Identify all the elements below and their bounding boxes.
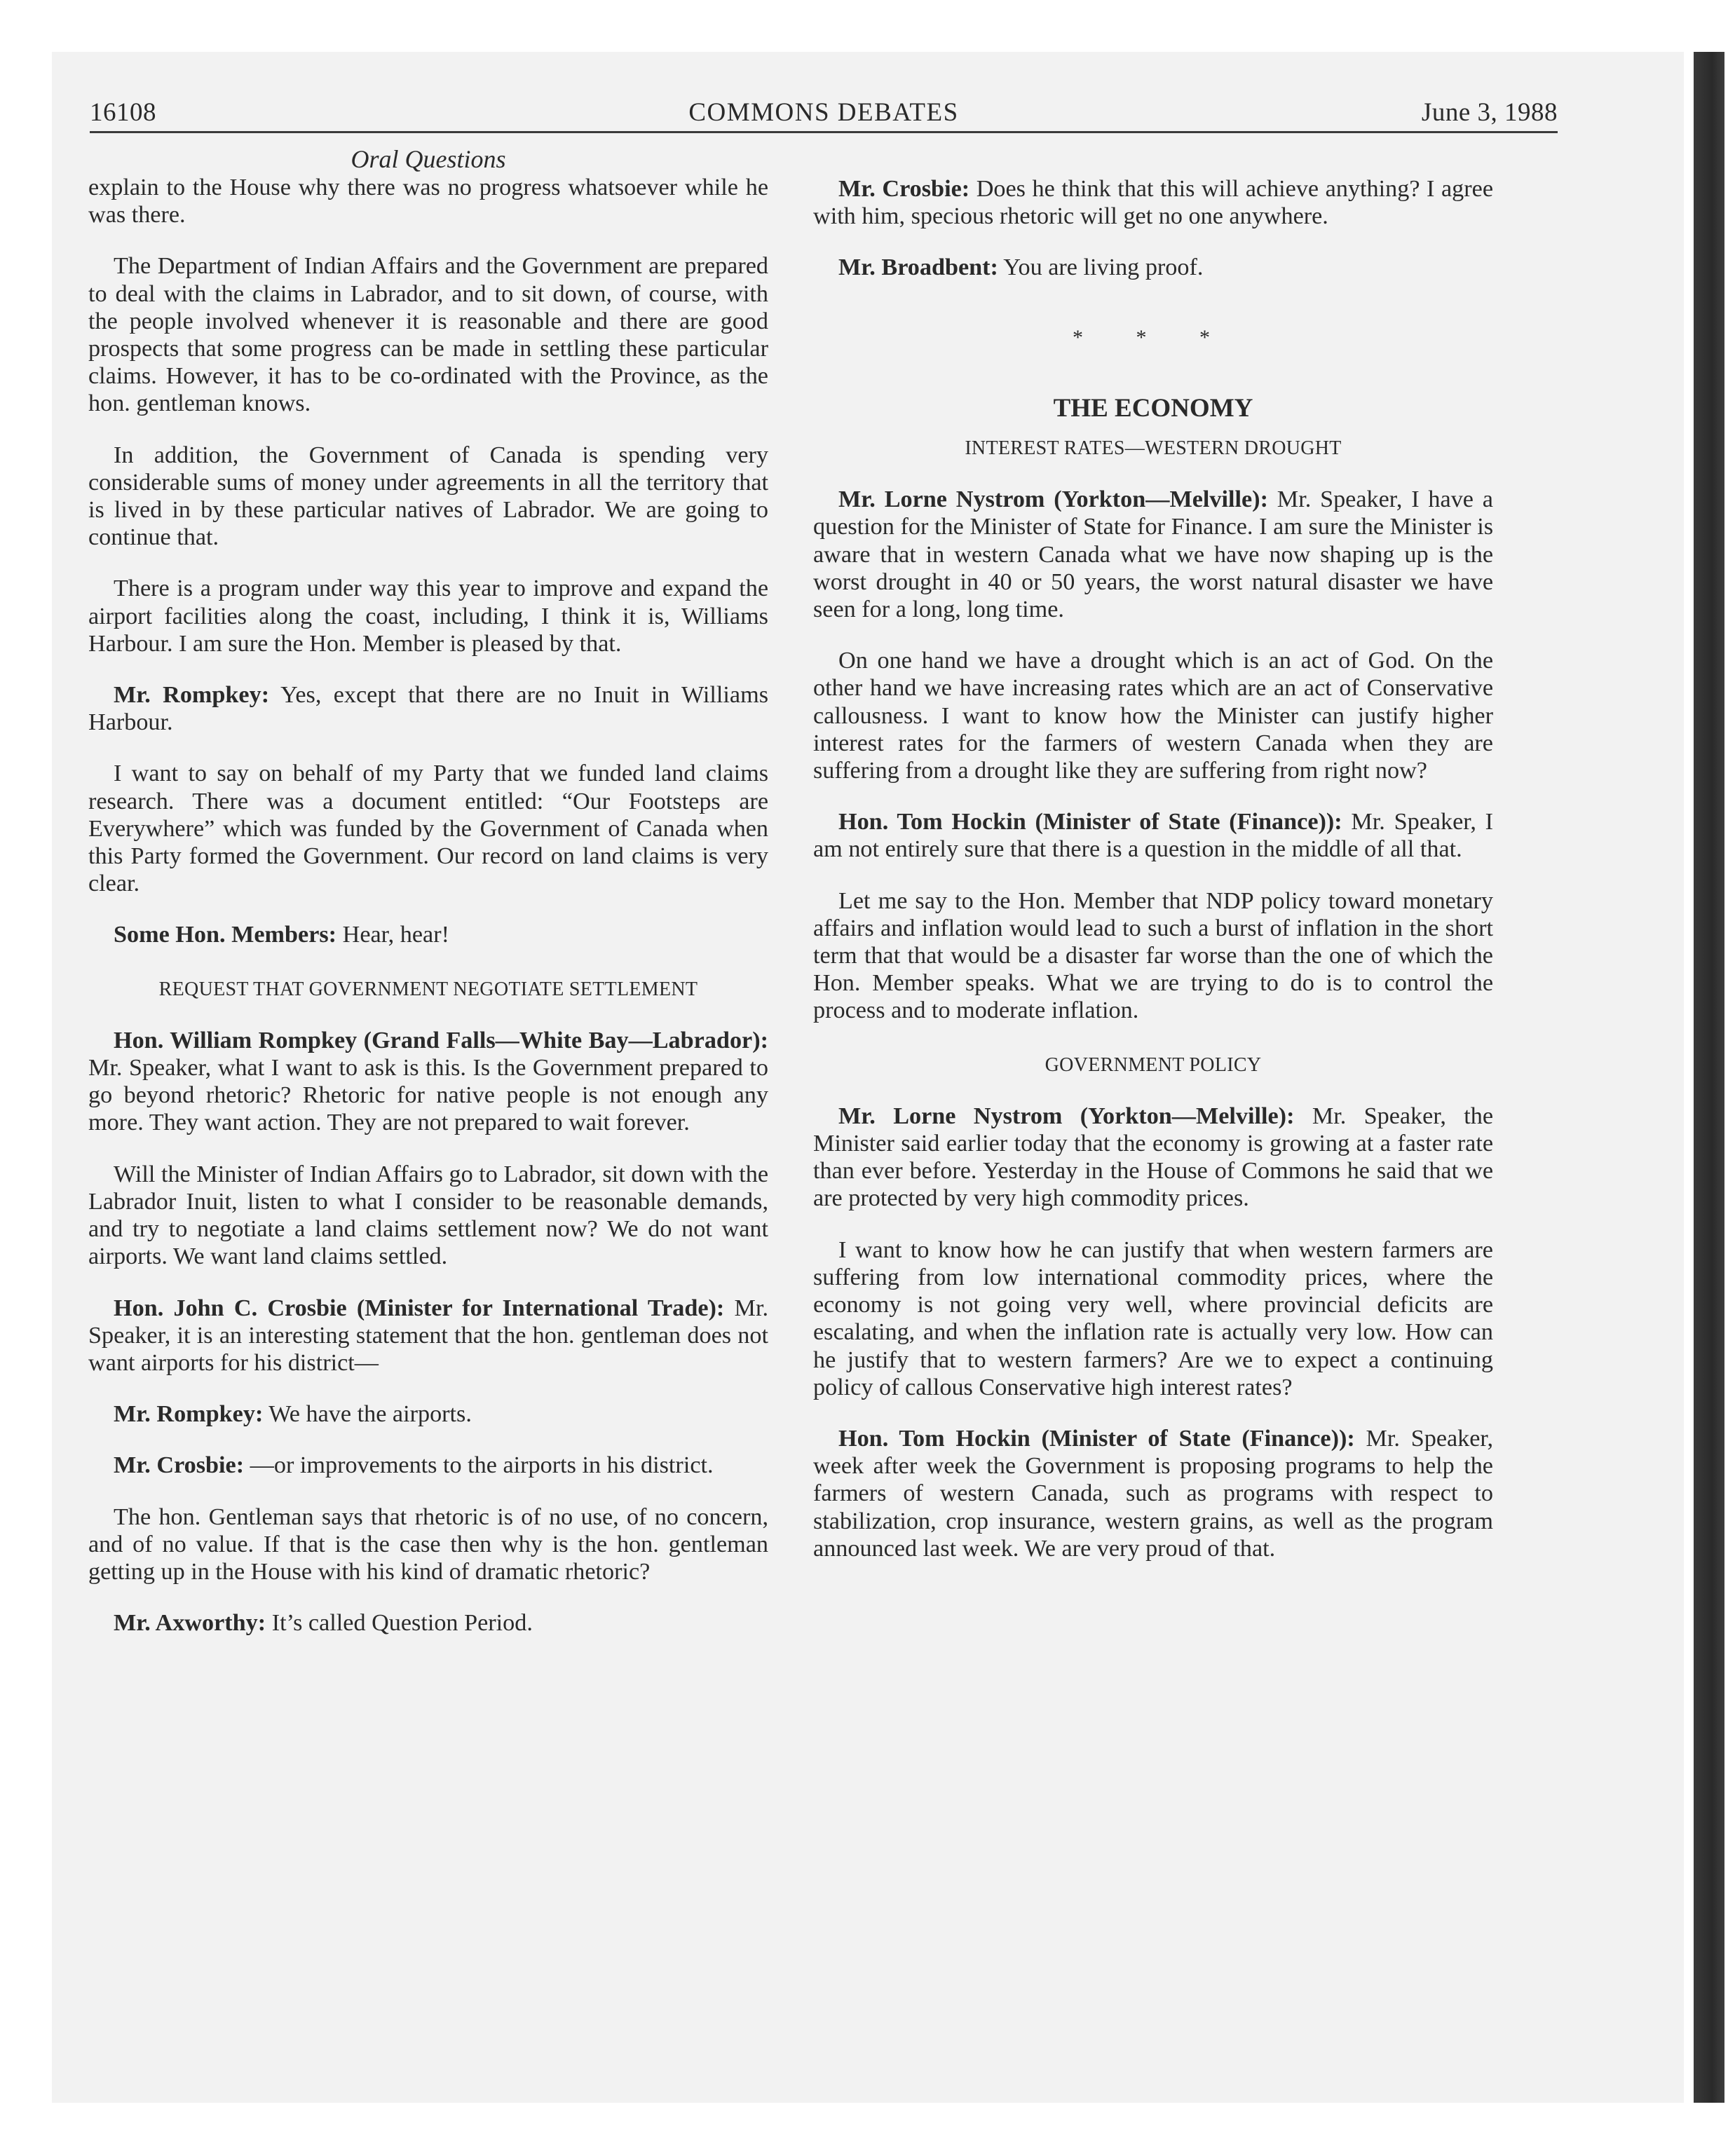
speaker-name: Some Hon. Members: bbox=[114, 922, 337, 948]
speech-text: Yes, except that there are no Inuit in Williams Harbour. bbox=[88, 682, 768, 736]
speech bbox=[88, 1027, 768, 1137]
subheading: GOVERNMENT POLICY bbox=[1045, 1053, 1262, 1076]
subheading: REQUEST THAT GOVERNMENT NEGOTIATE SETTLEMENT bbox=[158, 978, 698, 1000]
speech bbox=[88, 681, 768, 736]
scan-edge-shadow bbox=[1694, 52, 1724, 2103]
speech-text: —or improvements to the airports in his district. bbox=[244, 1452, 714, 1479]
paragraph: On one hand we have a drought which is an act of God. On the other hand we have increasing rates which are an act of Conservative callousness. I want to know how the Minister can justify higher interest rates for the farmers of western Canada when they are suffering from a drought like they are suffering from right now? bbox=[813, 648, 1493, 784]
paragraph: The hon. Gentleman says that rhetoric is of no use, of no concern, and of no value. If that is the case then why is the hon. gentleman getting up in the House with his kind of dramatic rhetoric? bbox=[88, 1503, 768, 1585]
speaker-name: Mr. Rompkey: bbox=[114, 1401, 264, 1428]
publication-date: June 3, 1988 bbox=[1421, 98, 1558, 127]
paragraph: Will the Minister of Indian Affairs go to Labrador, sit down with the Labrador Inuit, listen to what I consider to be reasonable demands, and try to negotiate a land claims settlement now? We do not want airports. We want land claims settled. bbox=[88, 1161, 768, 1270]
speech bbox=[88, 1400, 768, 1428]
right-column bbox=[813, 175, 1493, 1586]
speech bbox=[88, 1452, 768, 1479]
speaker-name: Mr. Lorne Nystrom (Yorkton—Melville): bbox=[838, 1103, 1295, 1129]
speech bbox=[813, 254, 1493, 281]
speech bbox=[813, 1103, 1493, 1213]
speech-text: Does he think that this will achieve anything? I agree with him, specious rhetoric will get no one anywhere. bbox=[813, 176, 1493, 230]
section-label: Oral Questions bbox=[351, 145, 506, 173]
paragraph: The Department of Indian Affairs and the Government are prepared to deal with the claims in Labrador, and to sit down, of course, with the people involved whenever it is reasonable and there are good prospects that some progress can be made in settling these particular claims. However, it has to be co-ordinated with the Province, as the hon. gentleman knows. bbox=[88, 253, 768, 417]
speech bbox=[88, 921, 768, 948]
speech bbox=[813, 1425, 1493, 1562]
paragraph: Let me say to the Hon. Member that NDP policy toward monetary affairs and inflation would lead to such a burst of inflation in the short term that that would be a disaster far worse than the one of which the Hon. Member speaks. What we are trying to do is to control the process and to moderate inflation. bbox=[813, 887, 1493, 1024]
speaker-name: Mr. Rompkey: bbox=[114, 682, 270, 709]
subheading: INTEREST RATES—WESTERN DROUGHT bbox=[965, 437, 1342, 460]
speech-text: It’s called Question Period. bbox=[266, 1610, 533, 1637]
speech-text: Hear, hear! bbox=[336, 922, 449, 948]
section-heading: THE ECONOMY bbox=[1053, 393, 1253, 423]
speaker-name: Mr. Crosbie: bbox=[114, 1452, 245, 1479]
paragraph: I want to say on behalf of my Party that we funded land claims research. There was a document entitled: “Our Footsteps are Everywhere” which was funded by the Government of Canada when this Party formed the Government. Our record on land claims is very clear. bbox=[88, 760, 768, 897]
speaker-name: Mr. Lorne Nystrom (Yorkton—Melville): bbox=[838, 486, 1268, 513]
speech bbox=[813, 175, 1493, 230]
speech bbox=[813, 486, 1493, 623]
page-header bbox=[90, 95, 1558, 133]
speaker-name: Mr. Broadbent: bbox=[838, 254, 998, 281]
speaker-name: Hon. John C. Crosbie (Minister for International Trade): bbox=[114, 1295, 725, 1321]
speech bbox=[813, 808, 1493, 863]
left-column bbox=[88, 174, 768, 1660]
speaker-name: Hon. Tom Hockin (Minister of State (Finance)): bbox=[838, 809, 1342, 835]
speech-text: Mr. Speaker, what I want to ask is this. Is the Government prepared to go beyond rhetoric? Rhetoric for native people is not enough any more. They want action. They are not prepared to wait forever. bbox=[88, 1055, 768, 1136]
speech-text: Mr. Speaker, the Minister said earlier today that the economy is growing at a faster rate than ever before. Yesterday in the House of Commons he said that we are protected by very high commodity prices. bbox=[813, 1103, 1493, 1212]
speech-text: Mr. Speaker, week after week the Government is proposing programs to help the farmers of western Canada, such as programs with respect to stabilization, crop insurance, western grains, as well as the program announced last week. We are very proud of that. bbox=[813, 1425, 1493, 1562]
speaker-name: Mr. Crosbie: bbox=[838, 176, 970, 202]
speech-text: Mr. Speaker, it is an interesting statement that the hon. gentleman does not want airports for his district— bbox=[88, 1295, 768, 1376]
speech-text: Mr. Speaker, I am not entirely sure that there is a question in the middle of all that. bbox=[813, 809, 1493, 863]
speech bbox=[88, 1295, 768, 1377]
page-number: 16108 bbox=[90, 98, 156, 127]
speech-text: We have the airports. bbox=[263, 1401, 472, 1428]
section-divider-stars: * * * bbox=[1073, 325, 1234, 349]
speaker-name: Hon. Tom Hockin (Minister of State (Finance)): bbox=[838, 1425, 1355, 1452]
speaker-name: Mr. Axworthy: bbox=[114, 1610, 266, 1637]
speech bbox=[88, 1609, 768, 1637]
speech-text: You are living proof. bbox=[998, 254, 1204, 281]
publication-title: COMMONS DEBATES bbox=[688, 98, 959, 127]
paragraph: There is a program under way this year to improve and expand the airport facilities along the coast, including, I think it is, Williams Harbour. I am sure the Hon. Member is pleased by that. bbox=[88, 575, 768, 657]
speaker-name: Hon. William Rompkey (Grand Falls—White Bay—Labrador): bbox=[114, 1027, 768, 1053]
paragraph: I want to know how he can justify that when western farmers are suffering from low international commodity prices, where the economy is not going very well, where provincial deficits are escalating, and when the inflation rate is actually very low. How can he justify that to western farmers? Are we to expect a continuing policy of callous Conservative high interest rates? bbox=[813, 1236, 1493, 1400]
paragraph: explain to the House why there was no progress whatsoever while he was there. bbox=[88, 175, 768, 228]
paragraph: In addition, the Government of Canada is spending very considerable sums of money under agreements in all the territory that is lived in by these particular natives of Labrador. We are going to continue that. bbox=[88, 442, 768, 551]
speech-text: Mr. Speaker, I have a question for the Minister of State for Finance. I am sure the Minister is aware that in western Canada what we have now shaping up is the worst drought in 40 or 50 years, the worst natural disaster we have seen for a long, long time. bbox=[813, 486, 1493, 623]
